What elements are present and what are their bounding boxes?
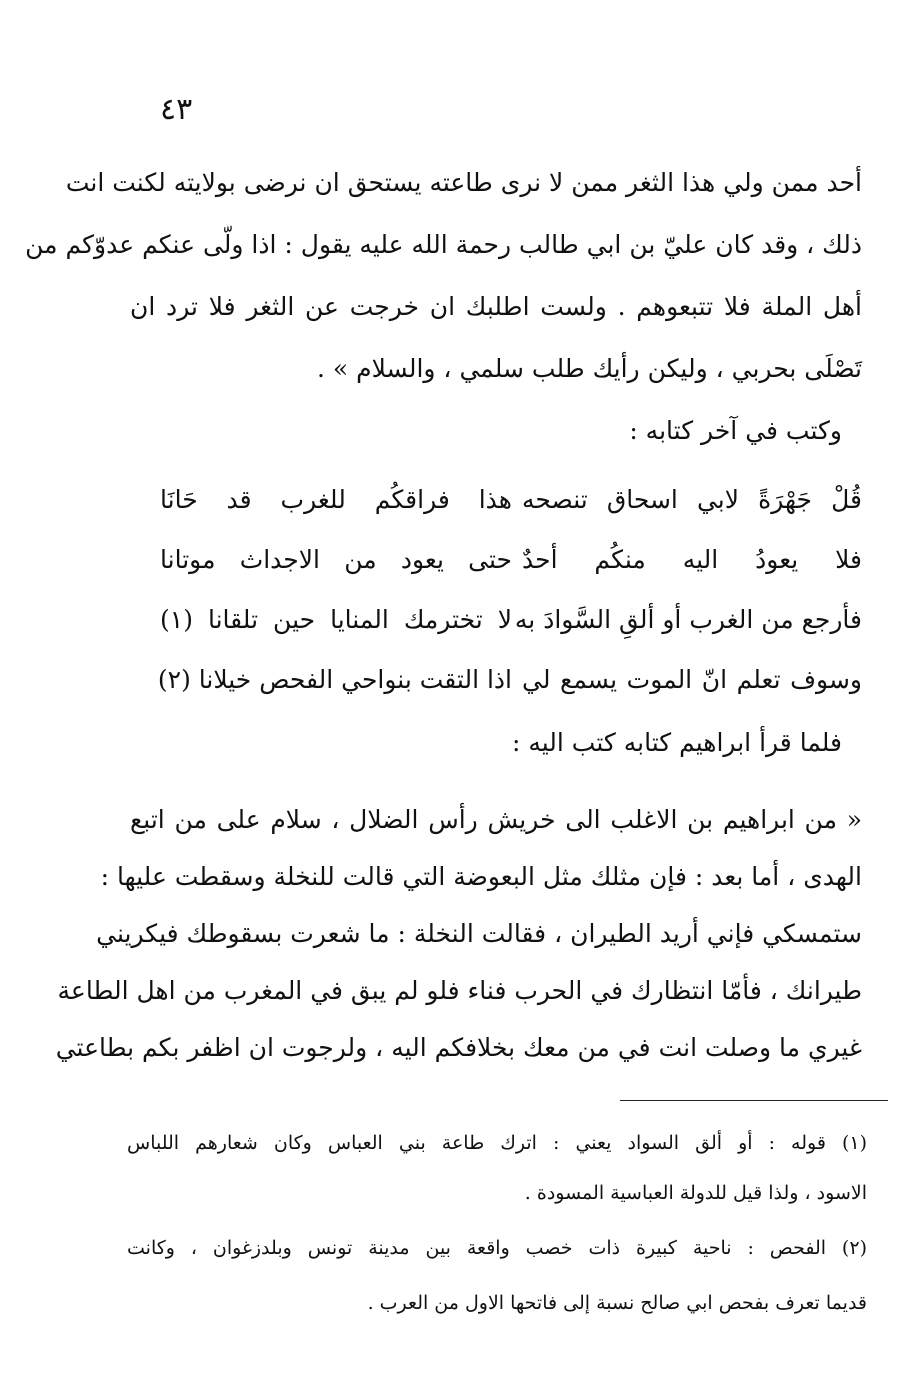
page-number: ٤٣ xyxy=(160,92,193,127)
verse-intro: وكتب في آخر كتابه : xyxy=(629,416,842,445)
reply-line: « من ابراهيم بن الاغلب الى خريش رأس الضلال ، سلام على من اتبع xyxy=(130,805,862,834)
verse-second-hemistich: هذا فراقكُم للغرب قد حَانَا xyxy=(160,485,512,514)
verse-second-hemistich: حتى يعود من الاجداث موتانا xyxy=(160,545,512,574)
reply-line: الهدى ، أما بعد : فإن مثلك مثل البعوضة التي قالت للنخلة وسقطت عليها : xyxy=(100,862,862,891)
verse-first-hemistich: وسوف تعلم انّ الموت يسمع لي xyxy=(522,665,862,694)
body-line: تَصْلَى بحربي ، وليكن رأيك طلب سلمي ، والسلام » . xyxy=(317,354,862,383)
reply-intro: فلما قرأ ابراهيم كتابه كتب اليه : xyxy=(511,728,842,757)
reply-line: غيري ما وصلت انت في من معك بخلافكم اليه ، ولرجوت ان اظفر بكم بطاعتي xyxy=(55,1033,862,1062)
reply-line: طيرانك ، فأمّا انتظارك في الحرب فناء فلو لم يبق في المغرب من اهل الطاعة xyxy=(57,976,862,1005)
reply-line: ستمسكي فإني أريد الطيران ، فقالت النخلة : ما شعرت بسقوطك فيكريني xyxy=(96,919,862,948)
footnote-separator xyxy=(620,1100,888,1101)
body-line: أهل الملة فلا تتبعوهم . ولست اطلبك ان خرجت عن الثغر فلا ترد ان xyxy=(130,292,862,321)
footnote-line: الاسود ، ولذا قيل للدولة العباسية المسودة . xyxy=(524,1182,867,1204)
body-line: ذلك ، وقد كان عليّ بن ابي طالب رحمة الله عليه يقول : اذا ولّى عنكم عدوّكم من xyxy=(25,230,862,259)
verse-second-hemistich: لا تخترمك المنايا حين تلقانا (١) xyxy=(160,605,512,634)
verse-first-hemistich: فأرجع من الغرب أو ألقِ السَّوادَ به xyxy=(514,605,862,634)
verse-first-hemistich: قُلْ جَهْرَةً لابي اسحاق تنصحه xyxy=(522,485,862,514)
body-line: أحد ممن ولي هذا الثغر ممن لا نرى طاعته يستحق ان نرضى بولايته لكنت انت xyxy=(65,168,862,197)
verse-second-hemistich: اذا التقت بنواحي الفحص خيلانا (٢) xyxy=(157,665,512,694)
verse-first-hemistich: فلا يعودُ اليه منكُم أحدٌ xyxy=(522,545,862,574)
footnote-line: (١) قوله : أو ألق السواد يعني : اترك طاعة بني العباس وكان شعارهم اللباس xyxy=(127,1132,867,1154)
footnote-line: قديما تعرف بفحص ابي صالح نسبة إلى فاتحها الاول من العرب . xyxy=(367,1292,867,1314)
footnote-line: (٢) الفحص : ناحية كبيرة ذات خصب واقعة بين مدينة تونس وبلدزغوان ، وكانت xyxy=(127,1237,867,1259)
